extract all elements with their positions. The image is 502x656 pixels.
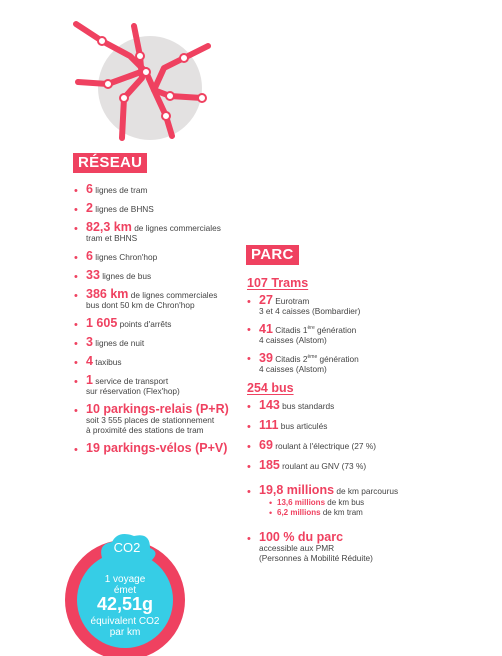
- list-item: • 1 service de transport sur réservation (Flex'hop): [74, 373, 180, 396]
- list-item: • 39 Citadis 2ème génération 4 caisses (Alstom): [247, 350, 359, 374]
- list-item: • 10 parkings-relais (P+R) soit 3 555 places de stationnement à proximité des stations de tram: [74, 402, 229, 435]
- list-item: • 100 % du parc accessible aux PMR (Personnes à Mobilité Réduite): [247, 529, 373, 563]
- reseau-list: [74, 184, 264, 454]
- list-item: • 1 605 points d'arrêts: [74, 316, 172, 331]
- list-item: • 6 lignes Chron'hop: [74, 249, 158, 264]
- list-item: • 19 parkings-vélos (P+V): [74, 441, 228, 456]
- list-item: • 386 km de lignes commerciales bus dont 50 km de Chron'hop: [74, 287, 218, 310]
- reseau-heading: RÉSEAU: [73, 153, 147, 173]
- network-map-icon: [72, 16, 220, 146]
- co2-value: 42,51g: [96, 594, 154, 614]
- list-item: • 19,8 millions de km parcourus: [247, 482, 399, 498]
- co2-badge: [62, 530, 188, 656]
- parc-heading: PARC: [246, 245, 299, 265]
- list-item: • 143 bus standards: [247, 397, 335, 413]
- list-item: • 4 taxibus: [74, 354, 122, 369]
- co2-line3: équivalent CO2: [90, 616, 160, 627]
- list-item: • 33 lignes de bus: [74, 268, 152, 283]
- parc-section: [247, 276, 477, 563]
- co2-line4: par km: [109, 627, 141, 638]
- co2-line2: émet: [113, 585, 137, 596]
- list-item: • 111 bus articulés: [247, 417, 328, 433]
- list-item: • 13,6 millions de km bus: [269, 497, 365, 508]
- list-item: • 6,2 millions de km tram: [269, 507, 363, 518]
- list-item: • 27 Eurotram 3 et 4 caisses (Bombardier): [247, 293, 361, 316]
- list-item: • 3 lignes de nuit: [74, 335, 145, 350]
- trams-title: 107 Trams: [247, 276, 309, 290]
- list-item: • 6 lignes de tram: [74, 182, 148, 197]
- list-item: • 185 roulant au GNV (73 %): [247, 457, 367, 473]
- list-item: • 82,3 km de lignes commerciales tram et BHNS: [74, 220, 221, 243]
- co2-cloud-label: CO2: [113, 540, 141, 555]
- list-item: • 41 Citadis 1ère génération 4 caisses (Alstom): [247, 321, 357, 345]
- bus-title: 254 bus: [247, 380, 294, 395]
- list-item: • 2 lignes de BHNS: [74, 201, 154, 216]
- co2-line1: 1 voyage: [104, 574, 146, 585]
- list-item: • 69 roulant à l'électrique (27 %): [247, 437, 376, 453]
